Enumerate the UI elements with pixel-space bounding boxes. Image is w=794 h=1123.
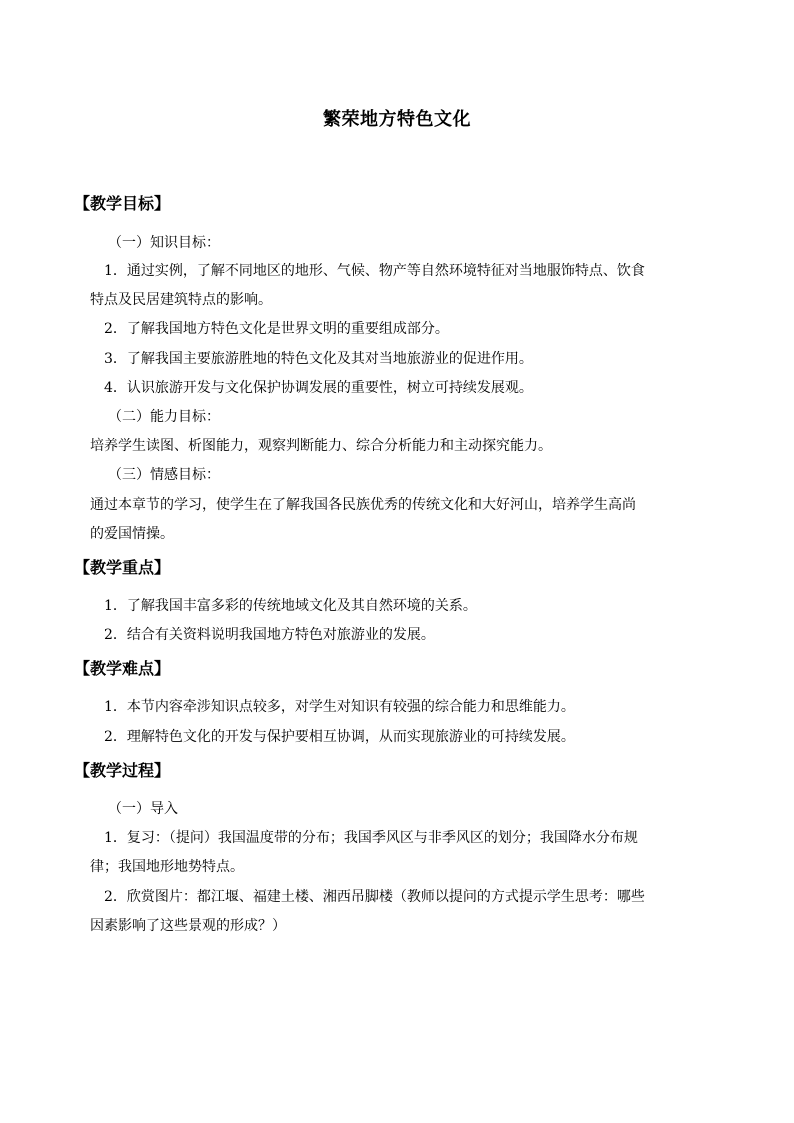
knowledge-goals-heading: （一）知识目标：: [108, 235, 220, 251]
process-step-2-line-2: 因素影响了这些景观的形成？）: [90, 918, 286, 934]
ability-goals-heading: （二）能力目标：: [108, 409, 220, 425]
difficulty-1: 1．本节内容牵涉知识点较多，对学生对知识有较强的综合能力和思维能力。: [104, 699, 575, 715]
section-heading-difficulties: 【教学难点】: [74, 659, 171, 678]
knowledge-goal-3: 3．了解我国主要旅游胜地的特色文化及其对当地旅游业的促进作用。: [104, 351, 533, 367]
knowledge-goal-1-line-2: 特点及民居建筑特点的影响。: [90, 292, 272, 308]
emotion-goals-line-1: 通过本章节的学习，使学生在了解我国各民族优秀的传统文化和大好河山，培养学生高尚: [90, 497, 636, 513]
process-intro-heading: （一）导入: [108, 801, 178, 817]
key-point-1: 1．了解我国丰富多彩的传统地域文化及其自然环境的关系。: [104, 598, 477, 614]
emotion-goals-line-2: 的爱国情操。: [90, 526, 174, 542]
ability-goals-text: 培养学生读图、析图能力，观察判断能力、综合分析能力和主动探究能力。: [90, 438, 552, 454]
difficulty-2: 2．理解特色文化的开发与保护要相互协调，从而实现旅游业的可持续发展。: [104, 729, 575, 745]
knowledge-goal-4: 4．认识旅游开发与文化保护协调发展的重要性，树立可持续发展观。: [104, 380, 533, 396]
key-point-2: 2．结合有关资料说明我国地方特色对旅游业的发展。: [104, 627, 435, 643]
section-heading-key-points: 【教学重点】: [74, 558, 171, 577]
section-heading-goals: 【教学目标】: [74, 194, 171, 213]
page-title: 繁荣地方特色文化: [323, 109, 471, 130]
process-step-1-line-1: 1．复习：（提问）我国温度带的分布；我国季风区与非季风区的划分；我国降水分布规: [104, 830, 638, 846]
process-step-2-line-1: 2．欣赏图片：都江堰、福建土楼、湘西吊脚楼（教师以提问的方式提示学生思考：哪些: [104, 889, 645, 905]
knowledge-goal-1-line-1: 1．通过实例，了解不同地区的地形、气候、物产等自然环境特征对当地服饰特点、饮食: [104, 263, 645, 279]
emotion-goals-heading: （三）情感目标：: [108, 467, 220, 483]
process-step-1-line-2: 律；我国地形地势特点。: [90, 859, 244, 875]
section-heading-process: 【教学过程】: [74, 761, 171, 780]
knowledge-goal-2: 2．了解我国地方特色文化是世界文明的重要组成部分。: [104, 321, 449, 337]
